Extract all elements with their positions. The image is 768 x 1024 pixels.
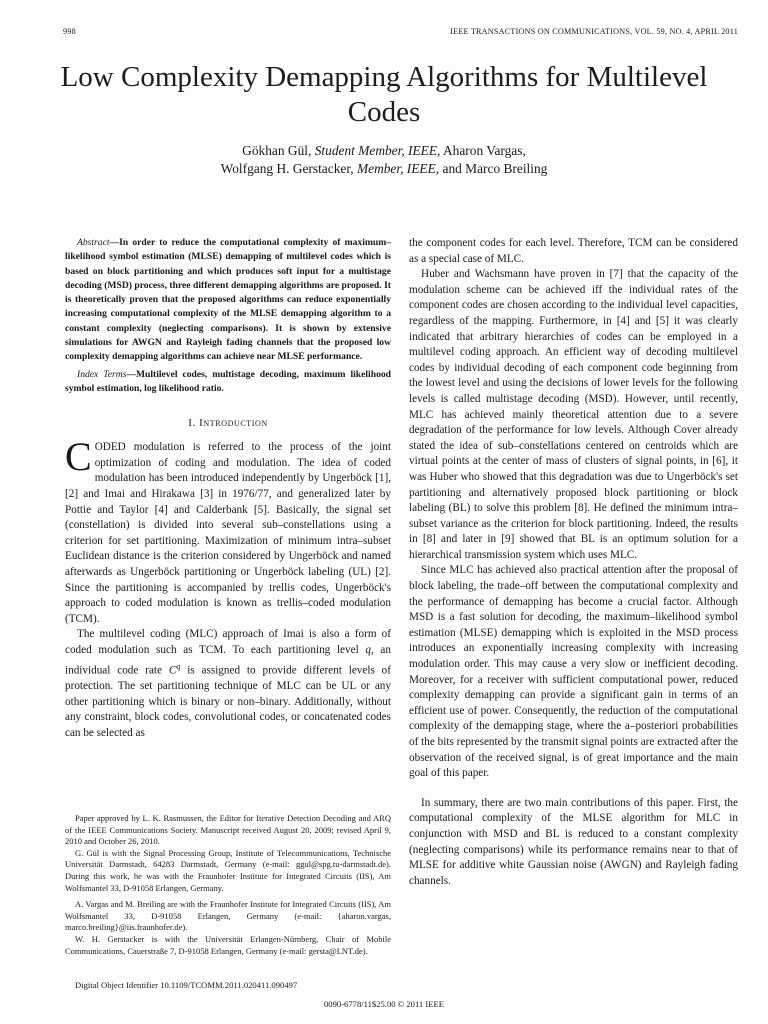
author-name: and Marco Breiling [439, 161, 548, 176]
section-title: Introduction [199, 417, 268, 430]
paragraph-continuation: the component codes for each level. Therefore, TCM can be considered as a special case of MLC. [409, 237, 738, 265]
author-block [40, 142, 728, 178]
index-terms [65, 368, 391, 397]
paragraph: Since MLC has achieved also practical attention after the proposal of block labeling, the trade–off between the computational complexity and the performance of demapping has become a crucial factor. Although MSD is a fast solution for decoding, the maximum–likelihood symbol estimation (MLSE) demapping which is exploited in the MSD process introduces an exponentially increasing complexity with increasing modulation order. This may cause a very slow or inefficient decoding. Moreover, for a receiver with sufficient computational power, reduced complexity demapping can provide a significant gain in terms of an efficient use of power. Consequently, the reduction of the computational complexity of the demapping stage, where the a–posteriori probabilities of the bits represented by the transmit signal points are extracted after the observation of the received signal, is of great importance and the main goal of this paper. [409, 564, 738, 780]
paragraph: In summary, there are two main contributions of this paper. First, the computational complexity of the MLSE algorithm for MLC in conjunction with MSD and BL is reduced to a constant complexity (neglecting comparisons) while its performance remains near to that of MLSE for additive white Gaussian noise (AWGN) and Rayleigh fading channels. [409, 796, 738, 887]
intro-paragraph-2 [65, 627, 391, 741]
math-symbol: C [168, 664, 177, 677]
left-column [65, 236, 391, 741]
drop-cap-word: ODED [94, 441, 126, 454]
author-line-1 [40, 142, 728, 160]
drop-cap: C [65, 434, 92, 480]
section-number: I. [188, 417, 200, 430]
paragraph: Huber and Wachsmann have proven in [7] that the capacity of the modulation scheme can be achieved iff the individual rates of the component codes are chosen according to the individual level capacities, regardless of the mapping. Furthermore, in [4] and [5] it was clearly indicated that arbitrary hierarchies of codes can be employed in a multilevel coding approach. An efficient way of decoding multilevel codes by individual decoding of each component code beginning from the lowest level and using the decisions of lower levels for the following levels is called multistage decoding (MSD). However, until recently, MLC has achieved mainly theoretical attention due to a severe degradation of the performance for low levels. Although Cover already stated the idea of sub–constellations centered on centroids which are virtual points at the center of mass of clusters of signal points, in [6], it was Huber who showed that this degradation was due to Ungerböck's set partitioning and alternatively proposed block partitioning or block labeling (BL) to solve this problem [8]. He defined the minimum intra–subset variance as the criterion for block partitioning. Indeed, the results in [8] and later in [9] showed that BL is an optimum solution for a hierarchical transmission system which uses MLC. [409, 268, 738, 561]
author-name: Wolfgang H. Gerstacker, [220, 161, 357, 176]
abstract [65, 236, 391, 365]
right-column [409, 236, 738, 889]
section-heading [65, 417, 391, 429]
index-terms-text: —Multilevel codes, multistage decoding, maximum likelihood symbol estimation, log likelihood ratio. [65, 368, 391, 394]
math-superscript: q [176, 661, 181, 671]
author-line-2 [40, 160, 728, 178]
intro-paragraph-1 [65, 434, 391, 627]
abstract-label: Abstract [77, 237, 110, 248]
math-symbol: q [365, 643, 371, 656]
journal-header: IEEE TRANSACTIONS ON COMMUNICATIONS, VOL. 59, NO. 4, APRIL 2011 [450, 27, 738, 36]
paragraph-text: modulation is referred to the process of the joint optimization of coding and modulation. The idea of coded modulation has been introduced independently by Ungerböck [1], [2] and Imai and Hirakawa [3] in 1976/77, and generalized later by Pottie and Taylor [4] and Calderbank [5]. Basically, the signal set (constellation) is divided into several sub–constellations using a criterion for set partitioning. Maximization of minimum intra–subset Euclidean distance is the criterion considered by Ungerböck and named afterwards as Ungerböck partitioning or Ungerböck labeling (UL) [2]. Since the partitioning is accompanied by trellis codes, Ungerböck's approach to coded modulation is known as trellis–coded modulation (TCM). [65, 441, 391, 625]
footnote: W. H. Gerstacker is with the Universität Erlangen-Nürnberg, Chair of Mobile Communications, Cauerstraße 7, D-91058 Erlangen, Germany (e-mail: gersta@LNT.de). [65, 933, 391, 956]
footnote: A. Vargas and M. Breiling are with the Fraunhofer Institute for Integrated Circuits (IIS), Am Wolfsmantel 33, D-91058 Erlangen, Germany (e-mail: {aharon.vargas, marco.breiling}@iis.fraunhofer.de). [65, 899, 391, 933]
author-role: Student Member, IEEE, [314, 143, 441, 158]
author-role: Member, IEEE, [356, 161, 440, 176]
doi: Digital Object Identifier 10.1109/TCOMM.2011.020411.090497 [75, 980, 298, 990]
copyright-line: 0090-6778/11$25.00 © 2011 IEEE [324, 999, 444, 1009]
author-name: Aharon Vargas, [440, 143, 526, 158]
abstract-text: —In order to reduce the computational complexity of maximum–likelihood symbol estimation (MLSE) demapping of multilevel codes which is based on block partitioning and which produces soft input for a multistage decoding (MSD) process, three different demapping algorithms are proposed. It is theoretically proven that the proposed algorithms can reduce exponentially increasing computational complexity of the MLSE demapping algorithm to a constant complexity (neglecting comparisons). It is shown by extensive simulations for AWGN and Rayleigh fading channels that the proposed low complexity demapping algorithms can achieve near MLSE performance. [65, 237, 391, 363]
paragraph-text: The multilevel coding (MLC) approach of Imai is also a form of coded modulation such as TCM. To each partitioning level [65, 628, 391, 656]
paragraph-text: is assigned to provide different levels of protection. The set partitioning technique of MLC can be UL or any other partitioning which is binary or non–binary. Additionally, without any constraint, block codes, convolutional codes, or concatenated codes can be selected as [65, 664, 391, 739]
page-number: 998 [63, 27, 76, 36]
author-name: Gökhan Gül, [242, 143, 315, 158]
paragraph-text: , an individual code rate [65, 643, 391, 677]
footnotes [65, 813, 391, 957]
footnote: G. Gül is with the Signal Processing Group, Institute of Telecommunications, Technische Universität Darmstadt, 64283 Darmstadt, Germany (e-mail: ggul@spg.tu-darmstadt.de). During this work, he was with the Fraunhofer Institute for Integrated Circuits (IIS), Am Wolfsmantel 33, D-91058 Erlangen, Germany. [65, 847, 391, 893]
index-terms-label: Index Terms [77, 368, 127, 380]
paper-title: Low Complexity Demapping Algorithms for Multilevel Codes [60, 61, 708, 128]
footnote: Paper approved by L. K. Rasmussen, the Editor for Iterative Detection Decoding and ARQ of the IEEE Communications Society. Manuscript received August 20, 2009; revised April 9, 2010 and October 26, 2010. [65, 813, 391, 847]
